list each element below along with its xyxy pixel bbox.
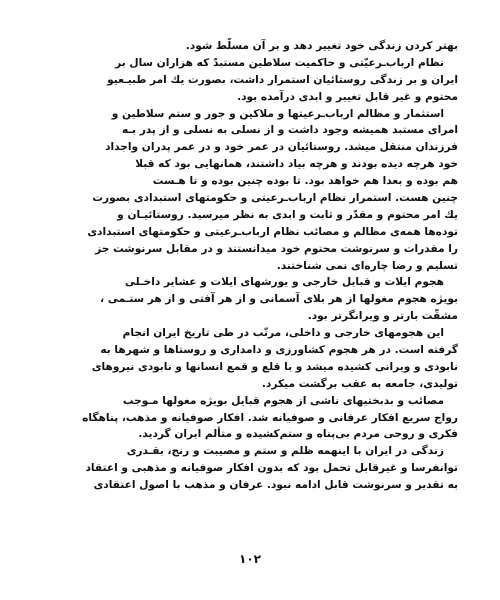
text-line: خود هرچه دیده بودند و هرچه بیاد داشتند، همانهایی بود که قبلا <box>135 158 458 171</box>
text-line: تولیدی، جامعه به عقب برگشت میکرد. <box>261 377 458 390</box>
text-line: نابودی و ویرانی کشیده میشد و با قلع و قمع انسانها و نابودی نیروهای <box>91 360 458 373</box>
text-line: زندگی در ایران با اینهمه ظلم و ستم و مصیبت و رنج، بقـدری <box>126 445 444 458</box>
body-text <box>62 38 458 494</box>
text-line: توانفرسا و غیرقابل تحمل بود که بدون افکار صوفیانه و مذهبی و اعتقاد <box>85 462 458 475</box>
text-line: به تقدیر و سرنوشت قابل ادامه نبود. عرفان و مذهب با اصول اعتقادی <box>93 479 458 492</box>
text-line: چنین هست. استمرار نظام ارباب‌ـرعیتی و حکومتهای استبدادی بصورت <box>92 192 458 205</box>
page-number: ۱۰۲ <box>239 552 261 566</box>
text-line: را مقدرات و سرنوشت محتوم خود میدانستند و در مقابل سرنوشت جز <box>95 242 458 255</box>
text-line: نظام ارباب‌ـرعیّتی و حاکمیت سلاطین مستبدّ که هزاران سال بر <box>115 56 444 69</box>
text-line: هم بوده و بعدا هم خواهد بود. تا بوده چنین بوده و تا هـست <box>152 175 458 188</box>
text-line: ایران و بر زندگی روستائیان استمرار داشت، بصورت یك امر طبیـعیو <box>107 73 458 86</box>
text-line: رواج سریع افکار عرفانی و صوفیانه شد. افکار صوفیانه و مذهب، پناهگاه <box>82 411 458 424</box>
text-line: مصائب و بدبختیهای ناشی از هجوم قبایل بویژه مغولها مـوجب <box>122 394 444 407</box>
text-line: فکری و روحی مردم بی‌پناه و ستم‌کشیده و متألم ایران گردید. <box>138 428 458 441</box>
text-line: محتوم و غیر قابل تغییر و ابدی درآمده بود. <box>237 90 458 103</box>
text-line: بویژه هجوم مغولها از هر بلای آسمانی و از هر آفتی و از هر ستـمی ، <box>100 293 458 306</box>
text-line: هجوم ایلات و قبایل خارجی و یورشهای ایلات و عشایر داخـلی <box>124 276 444 289</box>
text-line: توده‌ها همه‌ی مظالم و مصائب نظام ارباب‌ـرعیتی و حکومتهای استبدادی <box>87 225 458 238</box>
text-line: مشقّت بارتر و ویرانگرتر بود. <box>307 310 458 323</box>
text-line: تسلیم و رضا چاره‌ای نمی شناختند. <box>276 259 458 272</box>
text-line: امرای مستبد همیشه وجود داشت و از نسلی به نسلی و از پدر بـه <box>122 124 458 137</box>
text-line: استثمار و مظالم ارباب‌ـرعیتها و ملاکین و جور و ستم سلاطین و <box>111 107 444 120</box>
text-line: یك امر محتوم و مقدّر و ثابت و ابدی به نظر میرسید. روستائیـان و <box>117 208 458 221</box>
text-line: گرفته است. در هر هجوم کشاورزی و دامداری و روستاها و شهرها به <box>100 344 458 357</box>
text-line: بهتر کردن زندگی خود تغییر دهد و بر آن مسلّط شود. <box>185 40 458 52</box>
text-line: فرزندان منتقل میشد. روستائیان در عمر خود و در عمر پدران واجداد <box>105 141 458 154</box>
text-line: این هجومهای خارجی و داخلی، مرتّب در طی تاریخ ایران انجام <box>122 327 444 340</box>
